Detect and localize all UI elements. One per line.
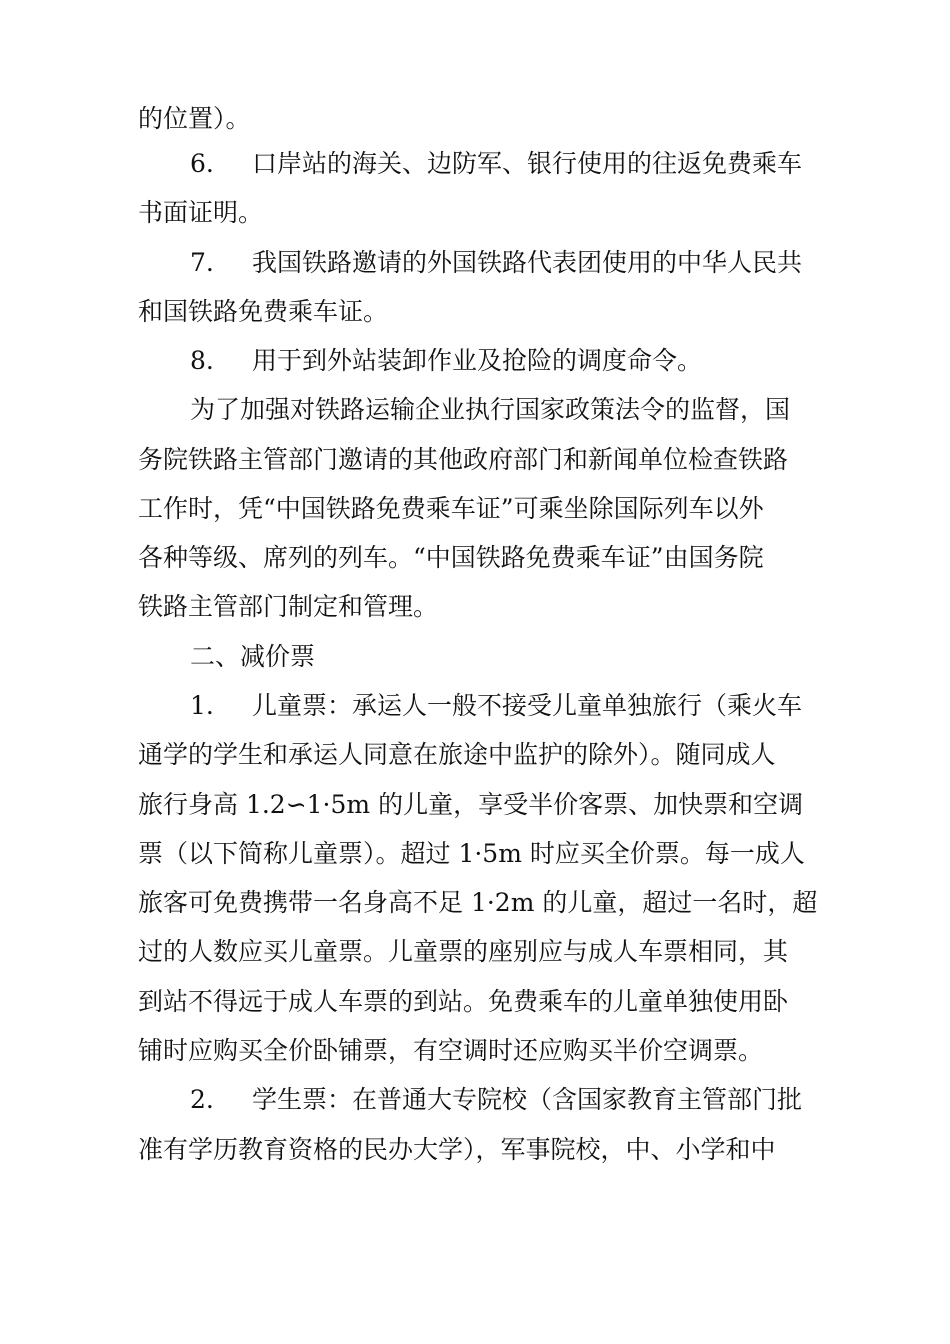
text-line: 的位置）。 xyxy=(138,104,251,133)
list-number: 2. xyxy=(190,1085,214,1114)
paragraph-line: 过的人数应买儿童票。儿童票的座别应与成人车票相同，其 xyxy=(138,937,789,966)
paragraph-line: 准有学历教育资格的民办大学），军事院校，中、小学和中 xyxy=(138,1135,776,1164)
paragraph-line: 旅行身高 1.2∽1·5m 的儿童，享受半价客票、加快票和空调 xyxy=(138,790,804,819)
list-item-7 xyxy=(190,243,830,283)
section-heading: 二、减价票 xyxy=(190,642,316,671)
paragraph-line: 铺时应购买全价卧铺票，有空调时还应购买半价空调票。 xyxy=(138,1036,764,1065)
list-number: 7. xyxy=(190,248,214,277)
list-item-8 xyxy=(190,341,830,381)
paragraph-line: 为了加强对铁路运输企业执行国家政策法令的监督，国 xyxy=(190,395,791,424)
list-number: 6. xyxy=(190,149,214,178)
text-line: 书面证明。 xyxy=(138,198,264,227)
paragraph-line: 工作时，凭“中国铁路免费乘车证”可乘坐除国际列车以外 xyxy=(138,494,764,523)
paragraph-line: 各种等级、席列的列车。“中国铁路免费乘车证”由国务院 xyxy=(138,543,764,572)
list-item-text: 学生票：在普通大专院校（含国家教育主管部门批 xyxy=(252,1085,803,1114)
list-item-2 xyxy=(190,1080,830,1120)
list-item-1 xyxy=(190,686,830,726)
paragraph-line: 铁路主管部门制定和管理。 xyxy=(138,592,439,621)
paragraph-line: 票（以下简称儿童票）。超过 1·5m 时应买全价票。每一成人 xyxy=(138,839,805,868)
paragraph-line: 旅客可免费携带一名身高不足 1·2m 的儿童，超过一名时，超 xyxy=(138,888,818,917)
paragraph-line: 通学的学生和承运人同意在旅途中监护的除外）。随同成人 xyxy=(138,740,776,769)
list-number: 8. xyxy=(190,346,214,375)
list-item-text: 用于到外站装卸作业及抢险的调度命令。 xyxy=(252,346,703,375)
list-item-6 xyxy=(190,144,830,184)
paragraph-line: 务院铁路主管部门邀请的其他政府部门和新闻单位检查铁路 xyxy=(138,445,789,474)
text-line: 和国铁路免费乘车证。 xyxy=(138,297,389,326)
list-item-text: 我国铁路邀请的外国铁路代表团使用的中华人民共 xyxy=(252,248,803,277)
paragraph-line: 到站不得远于成人车票的到站。免费乘车的儿童单独使用卧 xyxy=(138,987,789,1016)
list-item-text: 口岸站的海关、边防军、银行使用的往返免费乘车 xyxy=(252,149,803,178)
list-number: 1. xyxy=(190,691,214,720)
list-item-text: 儿童票：承运人一般不接受儿童单独旅行（乘火车 xyxy=(252,691,803,720)
